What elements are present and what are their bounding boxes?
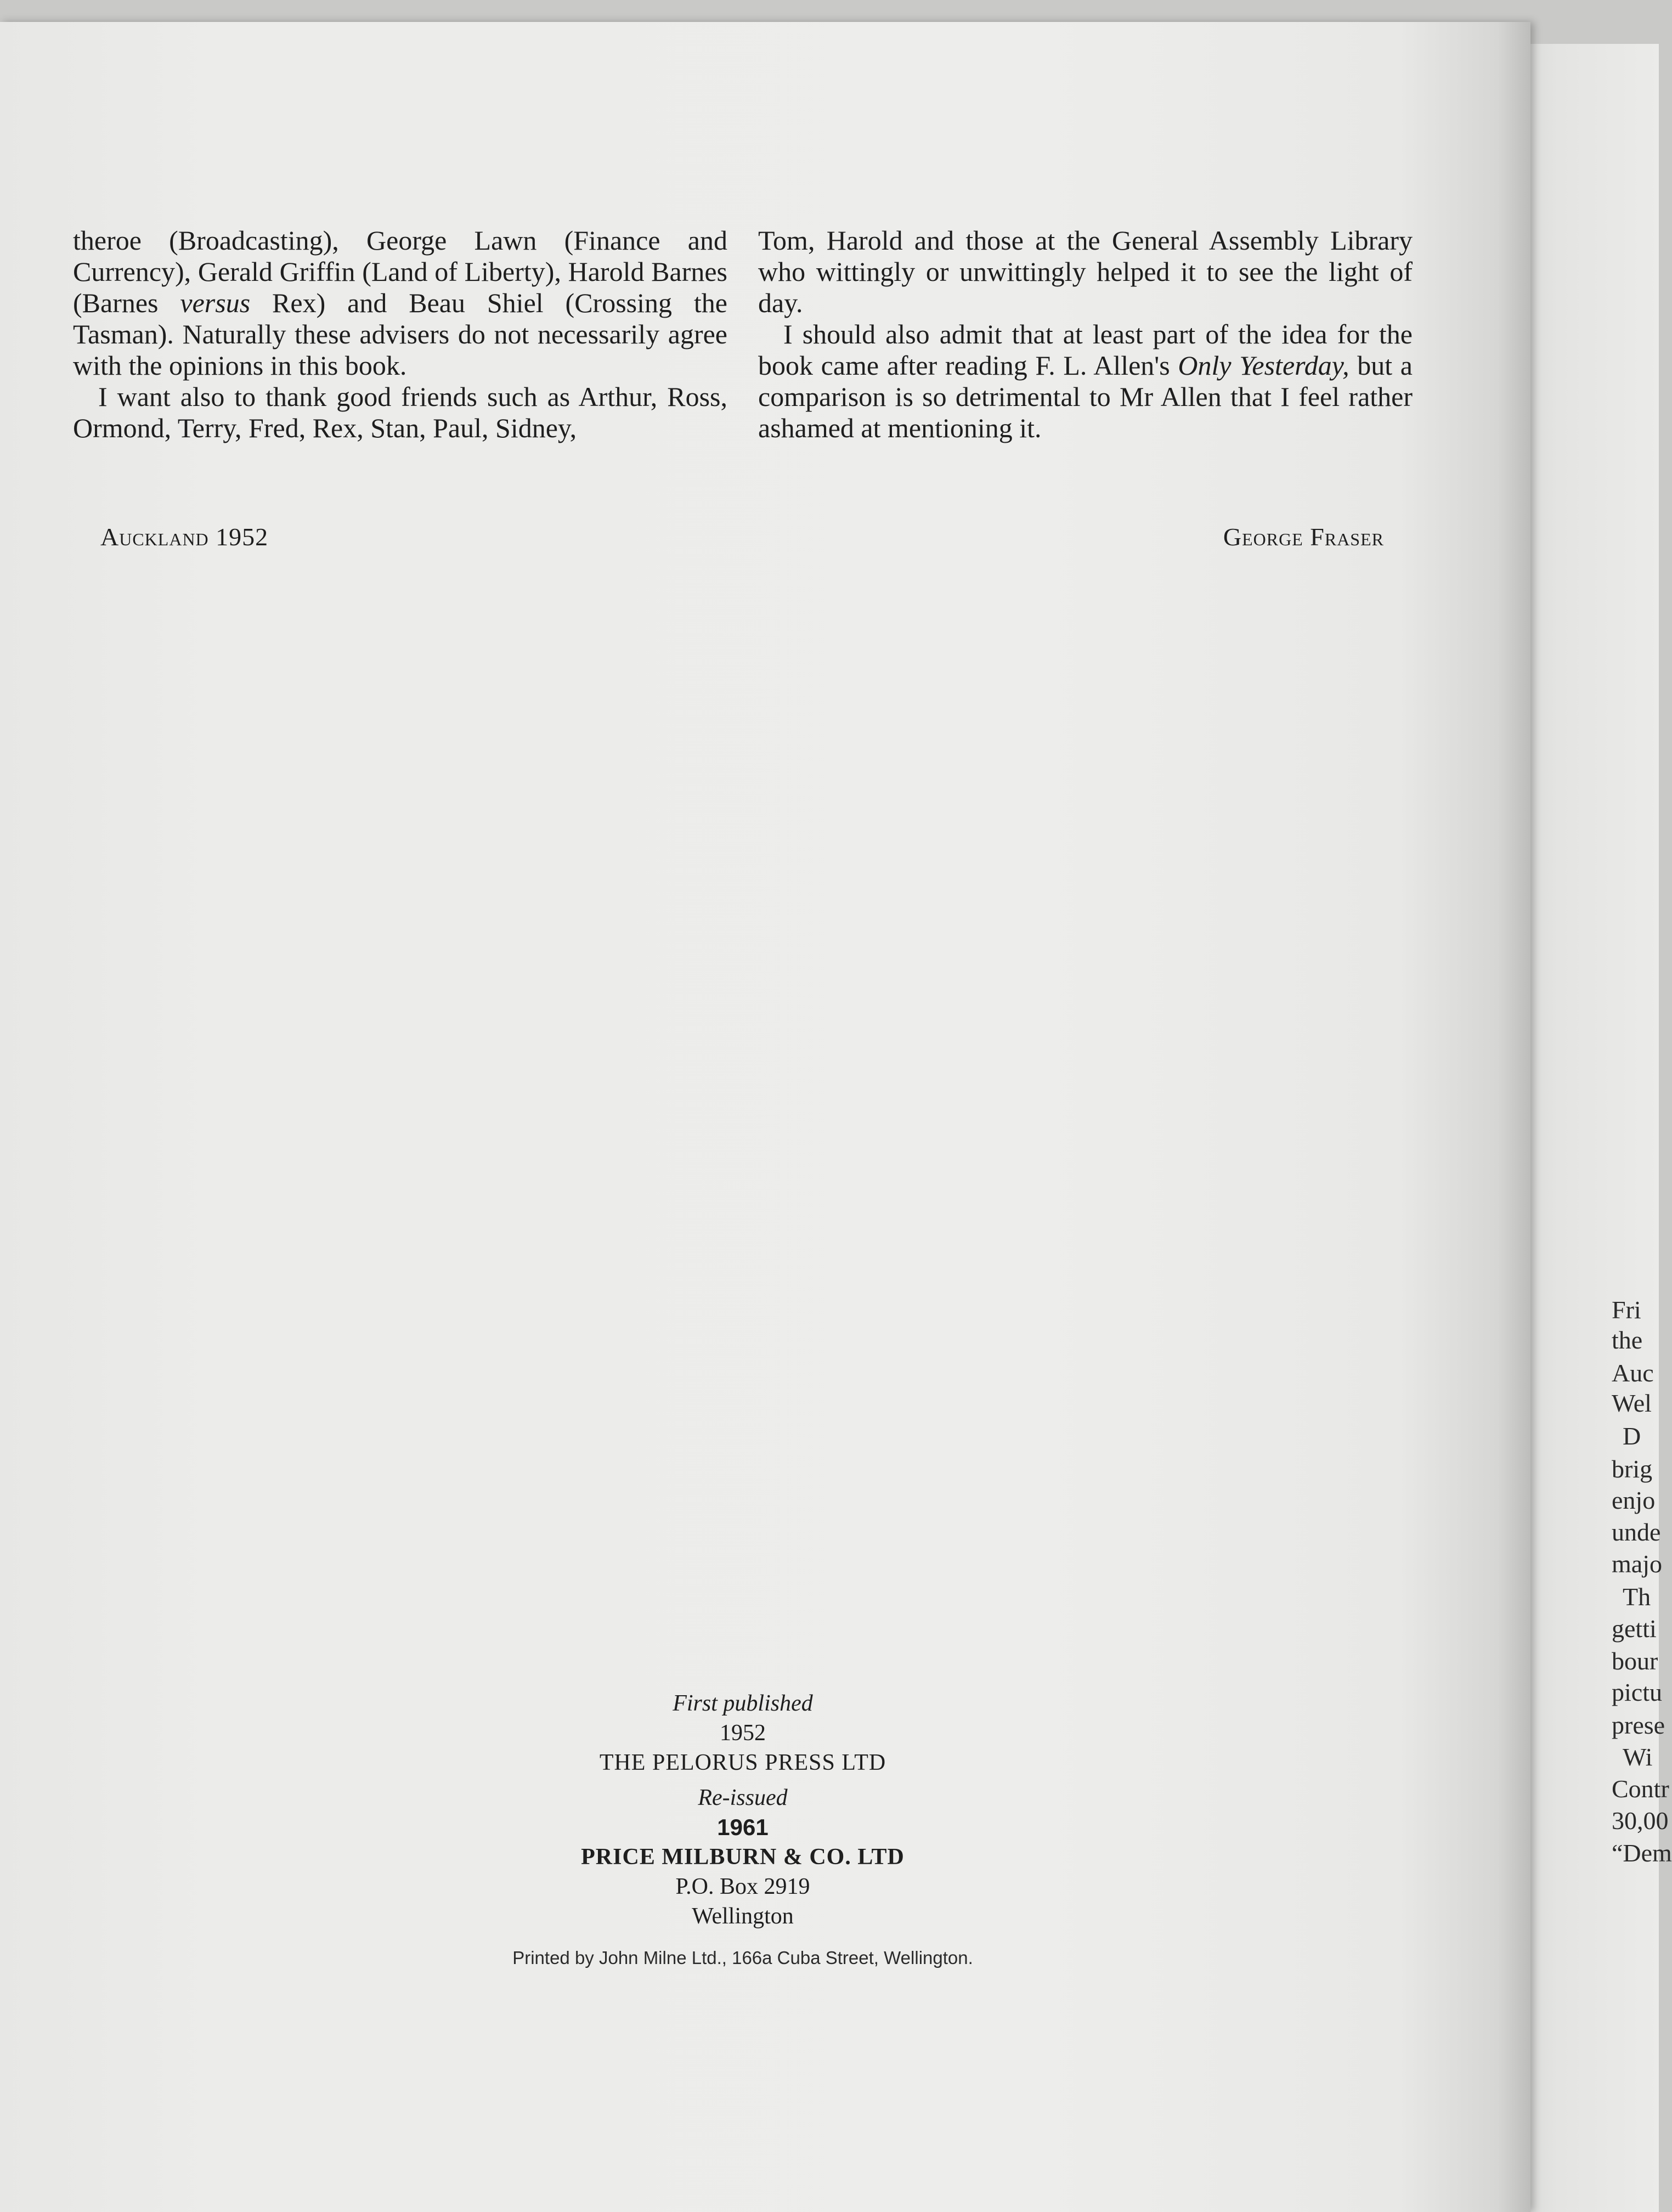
reissue-publisher: PRICE MILBURN & CO. LTD <box>581 1844 905 1870</box>
imprint-block <box>468 1689 1017 1931</box>
facing-page-fragment: D <box>1623 1422 1641 1450</box>
facing-page-fragment: prese <box>1612 1711 1665 1739</box>
left-paragraph-2: I want also to thank good friends such as Arthur, Ross, Ormond, Terry, Fred, Rex, Stan, Paul, Sidney, <box>73 381 727 443</box>
facing-page-fragment: bour <box>1612 1647 1658 1675</box>
printer-line: Printed by John Milne Ltd., 166a Cuba Street, Wellington. <box>512 1948 973 1968</box>
left-paragraph-1 <box>73 225 727 381</box>
book-page <box>0 22 1530 2212</box>
facing-page-fragment: Fri <box>1612 1296 1641 1324</box>
facing-page-fragment: Auc <box>1612 1359 1654 1387</box>
facing-page-fragment: brig <box>1612 1455 1653 1483</box>
facing-page-fragment: Wi <box>1623 1743 1653 1771</box>
facing-page-fragment: “Dem <box>1612 1839 1672 1867</box>
facing-page-fragment: getti <box>1612 1615 1657 1643</box>
publisher-address: P.O. Box 2919 <box>675 1874 810 1899</box>
reissued-label: Re-issued <box>698 1785 788 1810</box>
right-paragraph-1: Tom, Harold and those at the General Assembly Library who wittingly or unwittingly helped it to see the light of day. <box>758 225 1413 318</box>
facing-page-fragment: the <box>1612 1326 1643 1354</box>
signature-author: George Fraser <box>1223 523 1384 551</box>
facing-page-fragment: enjo <box>1612 1486 1656 1514</box>
right-p2-italic: Only Yesterday, <box>1178 350 1349 381</box>
facing-page-fragment: majo <box>1612 1550 1662 1578</box>
first-publisher: THE PELORUS PRESS LTD <box>599 1750 886 1775</box>
left-p1-italic: versus <box>180 287 251 318</box>
left-p1-end: Rex) and Beau Shiel (Crossing the Tasman). Naturally these advisers do not necessarily agree with the opinions in this book. <box>73 287 727 381</box>
reissue-year: 1961 <box>717 1814 769 1840</box>
right-p2-end: but a comparison is so detrimental to Mr Allen that I feel rather ashamed at mentioning it. <box>758 350 1413 443</box>
right-column <box>758 225 1413 444</box>
first-published-label: First published <box>673 1691 813 1716</box>
left-column <box>73 225 727 444</box>
signature-place: Auckland 1952 <box>100 523 269 551</box>
right-paragraph-2 <box>758 319 1413 444</box>
facing-page-fragment: Wel <box>1612 1389 1652 1417</box>
facing-page-fragment: 30,00 <box>1612 1807 1669 1835</box>
left-p1-text: theroe (Broadcasting), George Lawn (Finance and Currency), Gerald Griffin (Land of Liberty), Harold Barnes (Barnes <box>73 225 727 318</box>
facing-page-fragment: Th <box>1623 1583 1651 1611</box>
right-p2-text: I should also admit that at least part of the idea for the book came after reading F. L. Allen's <box>758 319 1413 381</box>
facing-page-fragment: unde <box>1612 1518 1661 1546</box>
facing-page-fragment: Contr <box>1612 1775 1669 1803</box>
facing-page-fragment: pictu <box>1612 1678 1662 1706</box>
publisher-city: Wellington <box>692 1904 794 1929</box>
first-year: 1952 <box>720 1720 766 1746</box>
